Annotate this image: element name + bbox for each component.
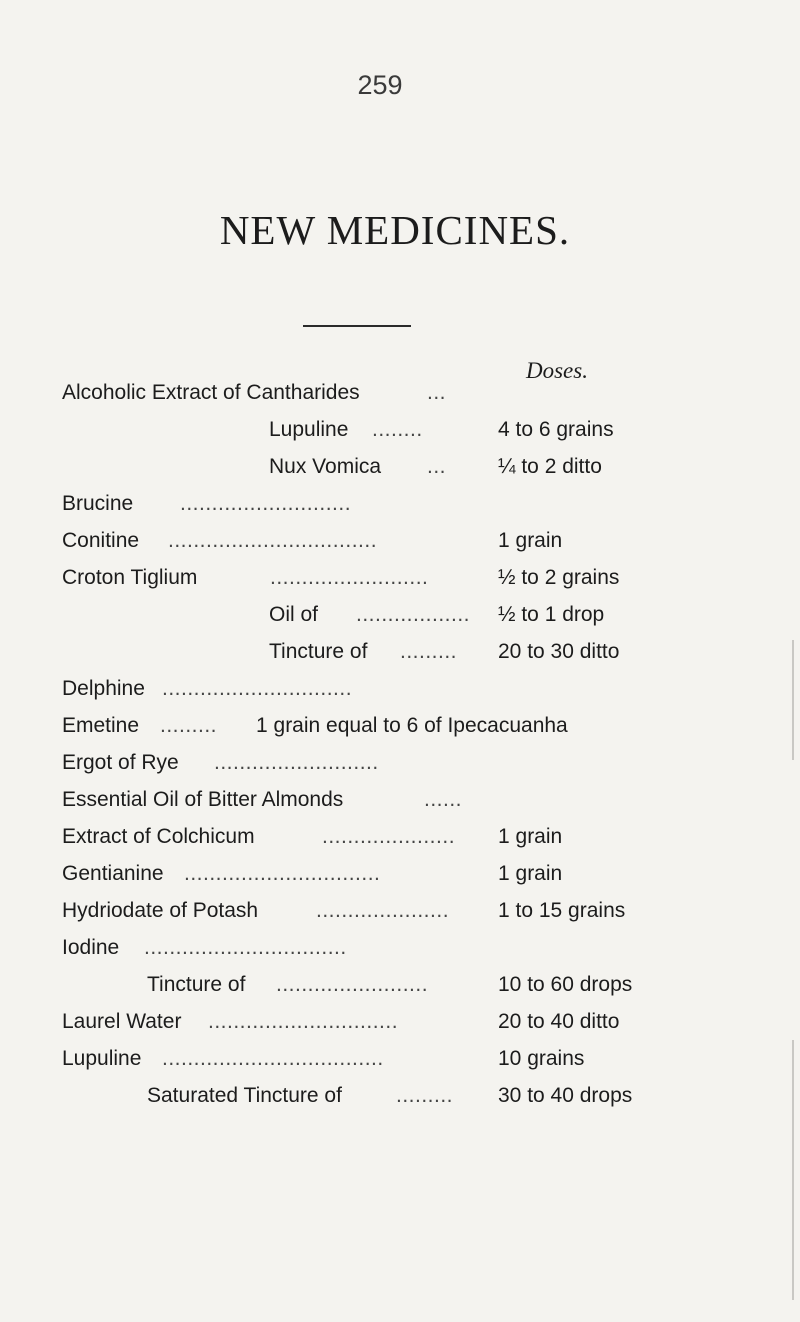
medicine-name: Gentianine xyxy=(62,862,164,885)
dot-leader: .............................. xyxy=(162,677,353,700)
medicine-name: Lupuline xyxy=(62,1047,142,1070)
dot-leader: .................. xyxy=(356,603,471,626)
medicine-dose: 4 to 6 grains xyxy=(498,418,614,441)
medicine-dose: ½ to 2 grains xyxy=(498,566,620,589)
medicine-name: Essential Oil of Bitter Almonds xyxy=(62,788,344,811)
medicine-dose: 1 grain xyxy=(498,529,563,552)
medicine-dose: 1 grain equal to 6 of Ipecacuanha xyxy=(256,714,568,737)
medicine-dose: 1 grain xyxy=(498,825,563,848)
dot-leader: ......... xyxy=(396,1084,454,1107)
medicine-dose: 20 to 30 ditto xyxy=(498,640,620,663)
medicine-name: Extract of Colchicum xyxy=(62,825,255,848)
dot-leader: ............................... xyxy=(184,862,381,885)
medicine-dose: 10 to 60 drops xyxy=(498,973,633,996)
medicine-name: Delphine xyxy=(62,677,145,700)
medicine-dose: ½ to 1 drop xyxy=(498,603,605,626)
medicine-name: Tincture of xyxy=(269,640,368,663)
dot-leader: ... xyxy=(427,455,447,478)
dot-leader: ........................... xyxy=(180,492,352,515)
medicine-name: Alcoholic Extract of Cantharides xyxy=(62,381,360,404)
medicine-name: Ergot of Rye xyxy=(62,751,179,774)
title-rule-divider xyxy=(303,325,411,327)
dot-leader: ................................. xyxy=(168,529,378,552)
medicine-dose: 20 to 40 ditto xyxy=(498,1010,620,1033)
dot-leader: ..................... xyxy=(322,825,456,848)
medicine-name: Emetine xyxy=(62,714,140,737)
medicine-name: Laurel Water xyxy=(62,1010,182,1033)
medicine-name: Nux Vomica xyxy=(269,455,382,478)
medicine-name: Lupuline xyxy=(269,418,349,441)
paper-edge-mark xyxy=(792,640,794,760)
medicine-name: Conitine xyxy=(62,529,140,552)
paper-edge-mark xyxy=(792,1040,794,1300)
dot-leader: ......... xyxy=(160,714,218,737)
medicine-name: Croton Tiglium xyxy=(62,566,198,589)
medicine-dose: 1 grain xyxy=(498,862,563,885)
dot-leader: ........................ xyxy=(276,973,429,996)
medicine-dose: 1 to 15 grains xyxy=(498,899,626,922)
dot-leader: .............................. xyxy=(208,1010,399,1033)
medicine-name: Saturated Tincture of xyxy=(147,1084,342,1107)
dot-leader: ......... xyxy=(400,640,458,663)
dot-leader: ......................... xyxy=(270,566,429,589)
doses-column-label: Doses. xyxy=(526,358,588,383)
dot-leader: ................................ xyxy=(144,936,347,959)
dot-leader: .......................... xyxy=(214,751,379,774)
page-title: NEW MEDICINES. xyxy=(219,207,571,253)
medicine-name: Hydriodate of Potash xyxy=(62,899,259,922)
medicine-dose: 30 to 40 drops xyxy=(498,1084,633,1107)
medicine-dose: ¼ to 2 ditto xyxy=(498,455,602,478)
dot-leader: ................................... xyxy=(162,1047,384,1070)
medicine-name: Iodine xyxy=(62,936,120,959)
dot-leader: ...... xyxy=(424,788,463,811)
page-number: 259 xyxy=(357,70,403,100)
dot-leader: ........ xyxy=(372,418,423,441)
medicine-name: Oil of xyxy=(269,603,319,626)
medicine-dose: 10 grains xyxy=(498,1047,585,1070)
medicine-name: Brucine xyxy=(62,492,134,515)
dot-leader: ..................... xyxy=(316,899,450,922)
medicine-name: Tincture of xyxy=(147,973,246,996)
dot-leader: ... xyxy=(427,381,447,404)
